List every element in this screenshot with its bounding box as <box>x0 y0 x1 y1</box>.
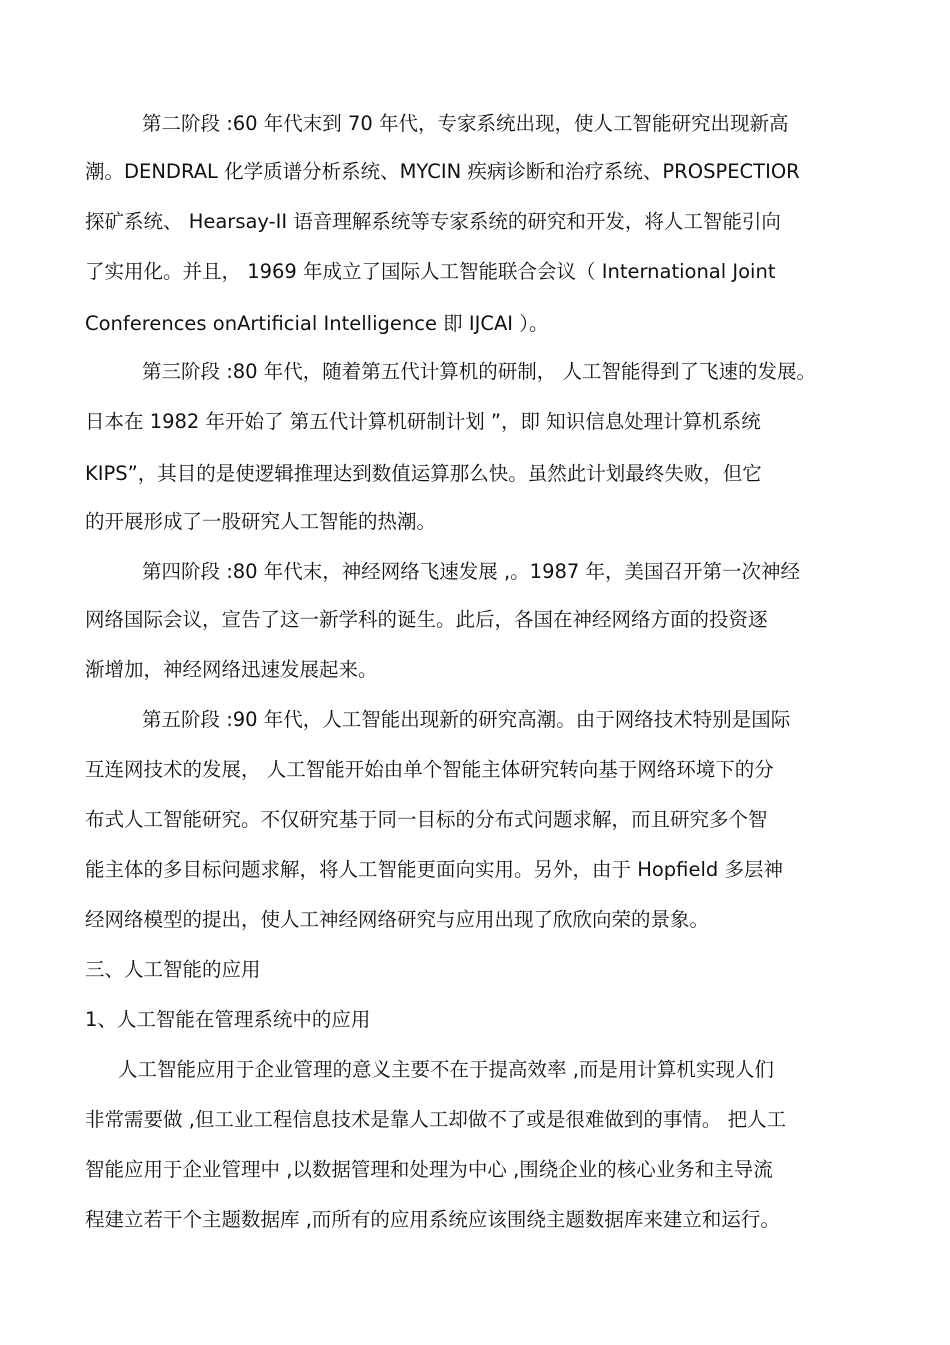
text-line: 程建立若干个主题数据库 ,而所有的应用系统应该围绕主题数据库来建立和运行。 <box>85 1208 780 1231</box>
text-line: 布式人工智能研究。不仅研究基于同一目标的分布式问题求解，而且研究多个智 <box>85 808 768 831</box>
text-line: 第五阶段 :90 年代，人工智能出现新的研究高潮。由于网络技术特别是国际 <box>142 708 791 731</box>
text-line: 第四阶段 :80 年代末，神经网络飞速发展 ,。1987 年，美国召开第一次神经 <box>142 560 801 583</box>
text-line: 非常需要做 ,但工业工程信息技术是靠人工却做不了或是很难做到的事情。 把人工 <box>85 1108 787 1131</box>
text-line: 第二阶段 :60 年代末到 70 年代，专家系统出现，使人工智能研究出现新高 <box>142 112 789 135</box>
text-line: 人工智能应用于企业管理的意义主要不在于提高效率 ,而是用计算机实现人们 <box>118 1058 774 1081</box>
text-line: 日本在 1982 年开始了 第五代计算机研制计划 ”，即 知识信息处理计算机系统 <box>85 410 761 433</box>
text-line: 能主体的多目标问题求解，将人工智能更面向实用。另外，由于 Hopfield 多层神 <box>85 858 783 881</box>
text-line: 潮。DENDRAL 化学质谱分析系统、MYCIN 疾病诊断和治疗系统、PROSPECTIOR <box>85 160 800 183</box>
text-line: 经网络模型的提出，使人工神经网络研究与应用出现了欣欣向荣的景象。 <box>85 908 710 931</box>
text-line: 网络国际会议，宣告了这一新学科的诞生。此后，各国在神经网络方面的投资逐 <box>85 608 768 631</box>
text-line: 探矿系统、 Hearsay-II 语音理解系统等专家系统的研究和开发，将人工智能引向 <box>85 210 781 233</box>
section-heading: 三、人工智能的应用 <box>85 958 261 981</box>
text-line: Conferences onArtificial Intelligence 即 IJCAI ）。 <box>85 312 549 335</box>
text-line: 互连网技术的发展， 人工智能开始由单个智能主体研究转向基于网络环境下的分 <box>85 758 774 781</box>
text-line: 渐增加，神经网络迅速发展起来。 <box>85 658 378 681</box>
text-line: 智能应用于企业管理中 ,以数据管理和处理为中心 ,围绕企业的核心业务和主导流 <box>85 1158 773 1181</box>
text-line: 的开展形成了一股研究人工智能的热潮。 <box>85 510 437 533</box>
subsection-heading: 1、人工智能在管理系统中的应用 <box>85 1008 371 1031</box>
text-line: 了实用化。并且， 1969 年成立了国际人工智能联合会议（ International Joint <box>85 260 776 283</box>
text-line: 第三阶段 :80 年代，随着第五代计算机的研制， 人工智能得到了飞速的发展。 <box>142 360 816 383</box>
text-line: KIPS”，其目的是使逻辑推理达到数值运算那么快。虽然此计划最终失败，但它 <box>85 462 762 485</box>
